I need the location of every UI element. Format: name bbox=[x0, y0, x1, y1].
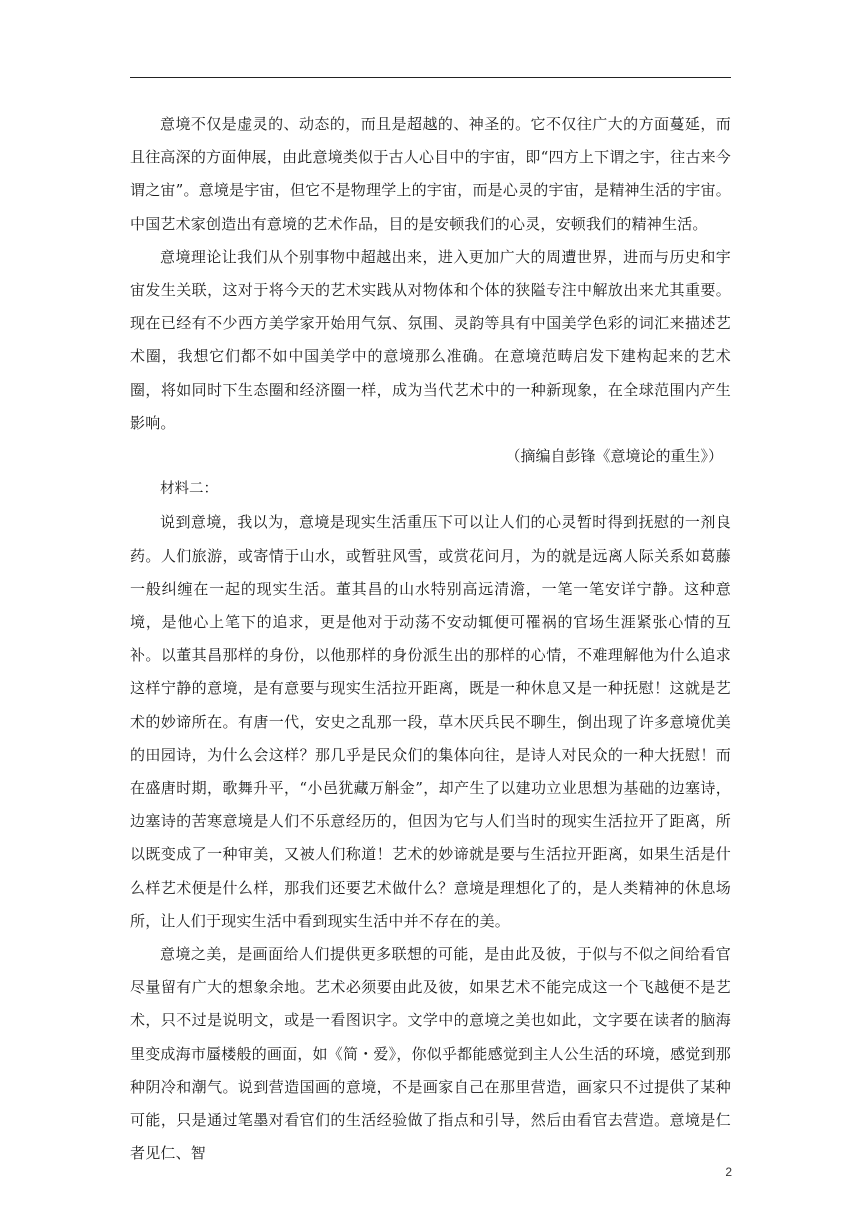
paragraph: 意境之美，是画面给人们提供更多联想的可能，是由此及彼，于似与不似之间给看官尽量留有广大的想象余地。艺术必须要由此及彼，如果艺术不能完成这一个飞越便不是艺术，只不过是说明文，或是一看图识字。文学中的意境之美也如此，文字要在读者的脑海里变成海市蜃楼般的画面，如《简・爱》，你似乎都能感觉到主人公生活的环境，感觉到那种阴冷和潮气。说到营造国画的意境，不是画家自己在那里营造，画家只不过提供了某种可能，只是通过笔墨对看官们的生活经验做了指点和引导，然后由看官去营造。意境是仁者见仁、智 bbox=[130, 945, 731, 1163]
document-body bbox=[130, 108, 731, 1171]
paragraph: 意境不仅是虚灵的、动态的，而且是超越的、神圣的。它不仅往广大的方面蔓延，而且往高深的方面伸展，由此意境类似于古人心目中的宇宙，即“四方上下谓之宇，往古来今谓之宙”。意境是宇宙，但它不是物理学上的宇宙，而是心灵的宇宙，是精神生活的宇宙。中国艺术家创造出有意境的艺术作品，目的是安顿我们的心灵，安顿我们的精神生活。 bbox=[130, 115, 731, 233]
section-heading: 材料二： bbox=[160, 481, 218, 498]
source-attribution: （摘编自彭锋《意境论的重生》） bbox=[505, 447, 723, 466]
paragraph: 意境理论让我们从个别事物中超越出来，进入更加广大的周遭世界，进而与历史和宇宙发生关联，这对于将今天的艺术实践从对物体和个体的狭隘专注中解放出来尤其重要。现在已经有不少西方美学家开始用气氛、氛围、灵韵等具有中国美学色彩的词汇来描述艺术圈，我想它们都不如中国美学中的意境那么准确。在意境范畴启发下建构起来的艺术圈，将如同时下生态圈和经济圈一样，成为当代艺术中的一种新现象，在全球范围内产生影响。 bbox=[130, 247, 731, 432]
paragraph: 说到意境，我以为，意境是现实生活重压下可以让人们的心灵暂时得到抚慰的一剂良药。人们旅游，或寄情于山水，或暂驻风雪，或赏花问月，为的就是远离人际关系如葛藤一般纠缠在一起的现实生活。董其昌的山水特别高远清澹，一笔一笔安详宁静。这种意境，是他心上笔下的追求，更是他对于动荡不安动辄便可罹祸的官场生涯紧张心情的互补。以董其昌那样的身份，以他那样的身份派生出的那样的心情，不难理解他为什么追求这样宁静的意境，是有意要与现实生活拉开距离，既是一种休息又是一种抚慰！这就是艺术的妙谛所在。有唐一代，安史之乱那一段，草木厌兵民不聊生，倒出现了许多意境优美的田园诗，为什么会这样？那几乎是民众们的集体向往，是诗人对民众的一种大抚慰！而在盛唐时期，歌舞升平，“小邑犹藏万斛金”，却产生了以建功立业思想为基础的边塞诗，边塞诗的苦寒意境是人们不乐意经历的，但因为它与人们当时的现实生活拉开了距离，所以既变成了一种审美，又被人们称道！艺术的妙谛就是要与生活拉开距离，如果生活是什么样艺术便是什么样，那我们还要艺术做什么？意境是理想化了的，是人类精神的休息场所，让人们于现实生活中看到现实生活中并不存在的美。 bbox=[130, 513, 731, 930]
header-rule bbox=[130, 77, 731, 78]
page-number: 2 bbox=[725, 1165, 732, 1179]
